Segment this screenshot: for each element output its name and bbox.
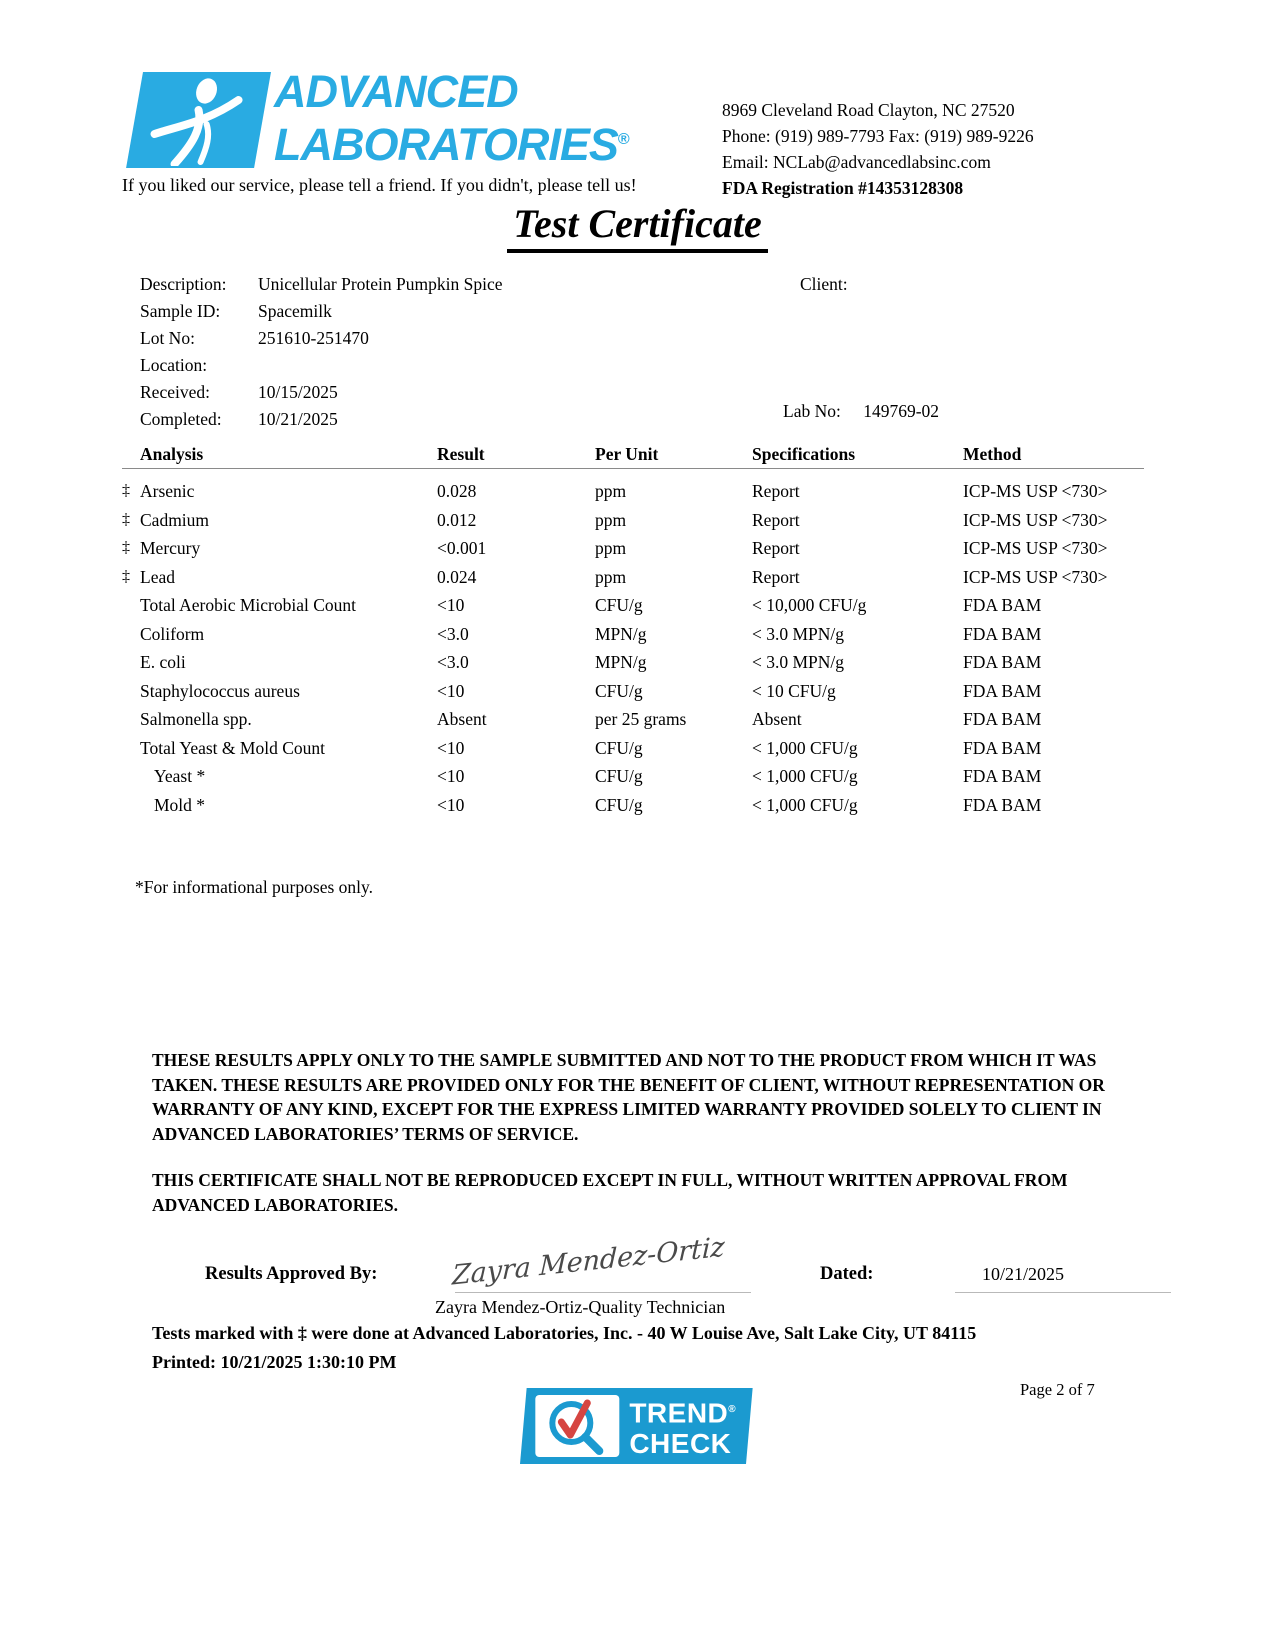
method-cell: ICP-MS USP <730>	[963, 481, 1108, 501]
analysis-cell: Cadmium	[140, 509, 210, 530]
analysis-cell: Staphylococcus aureus	[140, 680, 300, 701]
table-row	[122, 591, 1144, 620]
method-cell: FDA BAM	[963, 652, 1042, 672]
footnote-marker: ‡	[122, 482, 130, 499]
per-unit-cell: CFU/g	[595, 737, 643, 758]
result-cell: 0.028	[437, 481, 477, 501]
footnote-marker	[122, 648, 140, 677]
footnote-marker	[122, 591, 140, 620]
footnote-marker	[122, 705, 140, 734]
client-label: Client:	[800, 274, 848, 294]
analysis-cell: Coliform	[140, 623, 205, 644]
dated-value: 10/21/2025	[982, 1264, 1065, 1284]
signature-script-icon	[448, 1224, 768, 1290]
result-cell: <3.0	[437, 623, 469, 644]
dated-label: Dated:	[820, 1264, 874, 1284]
trend-check-badge	[535, 1395, 619, 1457]
trend-check-inner	[523, 1388, 749, 1464]
specifications-cell: Report	[752, 509, 800, 530]
signature	[448, 1224, 768, 1290]
analysis-cell: Yeast *	[154, 766, 206, 786]
analysis-cell: E. coli	[140, 652, 186, 672]
table-row	[122, 506, 1144, 535]
analysis-cell: Mold *	[154, 794, 206, 815]
company-name-line2: LABORATORIES®	[274, 119, 630, 170]
lab-no-label: Lab No:	[783, 401, 841, 421]
lot-no-row	[140, 325, 502, 352]
result-cell: <10	[437, 737, 465, 758]
method-cell: FDA BAM	[963, 737, 1042, 758]
client-row	[800, 271, 848, 298]
result-cell: <10	[437, 680, 465, 701]
magnifier-check-icon	[535, 1395, 619, 1457]
fda-registration: FDA Registration #14353128308	[722, 178, 964, 198]
footnote-marker	[122, 734, 140, 763]
method-cell: FDA BAM	[963, 766, 1042, 786]
received-row	[140, 379, 502, 406]
result-cell: <10	[437, 766, 465, 786]
trend-registered-mark: ®	[728, 1404, 737, 1415]
sample-id-row	[140, 298, 502, 325]
method-cell: FDA BAM	[963, 794, 1042, 815]
per-unit-cell: CFU/g	[595, 595, 643, 615]
per-unit-cell: MPN/g	[595, 623, 647, 644]
specifications-cell: Report	[752, 538, 800, 558]
table-row	[122, 734, 1144, 763]
location-label: Location:	[140, 355, 208, 375]
per-unit-cell: ppm	[595, 481, 627, 501]
sample-id-label: Sample ID:	[140, 301, 221, 321]
description-value: Unicellular Protein Pumpkin Spice	[258, 274, 503, 294]
specifications-cell: Report	[752, 481, 800, 501]
per-unit-header: Per Unit	[595, 444, 659, 464]
result-cell: <10	[437, 794, 465, 815]
table-footnote: *For informational purposes only.	[135, 877, 374, 897]
specifications-cell: < 3.0 MPN/g	[752, 623, 845, 644]
description-label: Description:	[140, 274, 227, 294]
results-table-body	[122, 469, 1144, 819]
footnote-marker: ‡	[122, 539, 130, 556]
date-line	[955, 1292, 1171, 1293]
table-row	[122, 563, 1144, 592]
trend-check-logo	[520, 1388, 753, 1464]
result-cell: 0.012	[437, 509, 477, 530]
disclaimer-block	[152, 1048, 1144, 1217]
result-cell: 0.024	[437, 566, 477, 587]
results-approved-by-label: Results Approved By:	[205, 1264, 378, 1284]
printed-timestamp: Printed: 10/21/2025 1:30:10 PM	[152, 1352, 397, 1372]
specifications-cell: < 10,000 CFU/g	[752, 595, 867, 615]
advanced-laboratories-logo-icon	[126, 72, 271, 168]
footnote-marker: ‡	[122, 510, 130, 528]
per-unit-cell: per 25 grams	[595, 709, 687, 729]
lab-phone-fax: Phone: (919) 989-7793 Fax: (919) 989-9226	[722, 126, 1034, 146]
registered-trademark: ®	[617, 131, 630, 148]
completed-row	[140, 406, 502, 433]
signatory-title: Zayra Mendez-Ortiz-Quality Technician	[435, 1297, 726, 1317]
method-cell: ICP-MS USP <730>	[963, 566, 1108, 587]
tests-marked-note: Tests marked with ‡ were done at Advanced Laboratories, Inc. - 40 W Louise Ave, Salt Lake City, UT 84115	[152, 1323, 977, 1343]
per-unit-cell: ppm	[595, 538, 627, 558]
received-value: 10/15/2025	[258, 382, 338, 402]
analysis-cell: Salmonella spp.	[140, 709, 252, 729]
lot-no-value: 251610-251470	[258, 328, 369, 348]
analysis-cell: Arsenic	[140, 481, 195, 501]
analysis-header: Analysis	[140, 444, 204, 464]
disclaimer-paragraph-2: THIS CERTIFICATE SHALL NOT BE REPRODUCED EXCEPT IN FULL, WITHOUT WRITTEN APPROVAL FROM ADVANCED LABORATORIES.	[152, 1170, 1068, 1215]
table-row	[122, 762, 1144, 791]
table-row	[122, 677, 1144, 706]
method-cell: ICP-MS USP <730>	[963, 538, 1108, 558]
table-row	[122, 477, 1144, 506]
method-cell: ICP-MS USP <730>	[963, 509, 1108, 530]
per-unit-cell: CFU/g	[595, 766, 643, 786]
results-table-header	[122, 443, 1144, 469]
method-cell: FDA BAM	[963, 680, 1042, 701]
company-name-line1: ADVANCED	[274, 66, 518, 117]
company-wordmark	[274, 68, 630, 169]
specifications-cell: < 1,000 CFU/g	[752, 794, 858, 815]
completed-label: Completed:	[140, 409, 222, 429]
result-cell: <3.0	[437, 652, 469, 672]
trend-check-wordmark	[629, 1394, 736, 1459]
lot-no-label: Lot No:	[140, 328, 195, 348]
specifications-cell: < 1,000 CFU/g	[752, 737, 858, 758]
lab-no-row	[783, 398, 939, 425]
method-header: Method	[963, 444, 1022, 464]
table-row	[122, 648, 1144, 677]
signature-text: Zayra Mendez-Ortiz	[451, 1231, 726, 1290]
analysis-cell: Lead	[140, 566, 175, 587]
lab-address: 8969 Cleveland Road Clayton, NC 27520	[722, 100, 1015, 120]
per-unit-cell: MPN/g	[595, 652, 647, 672]
specifications-cell: < 3.0 MPN/g	[752, 652, 845, 672]
footnote-marker	[122, 620, 140, 649]
footnote-marker	[122, 791, 140, 820]
received-label: Received:	[140, 382, 210, 402]
page-title: Test Certificate	[507, 200, 767, 253]
specifications-cell: < 10 CFU/g	[752, 680, 836, 701]
result-cell: <10	[437, 595, 465, 615]
result-cell: <0.001	[437, 538, 487, 558]
table-row	[122, 705, 1144, 734]
disclaimer-paragraph-1: THESE RESULTS APPLY ONLY TO THE SAMPLE SUBMITTED AND NOT TO THE PRODUCT FROM WHICH IT WAS TAKEN. THESE RESULTS ARE PROVIDED ONLY FOR THE BENEFIT OF CLIENT, WITHOUT REPRESENTATION OR WARRANTY OF ANY KIND, EXCEPT FOR THE EXPRESS LIMITED WARRANTY PROVIDED SOLELY TO CLIENT IN ADVANCED LABORATORIES’ TERMS OF SERVICE.	[152, 1050, 1105, 1144]
description-row	[140, 271, 502, 298]
signature-line	[455, 1292, 751, 1293]
table-row	[122, 620, 1144, 649]
lab-contact-block	[722, 97, 1034, 201]
specifications-cell: < 1,000 CFU/g	[752, 766, 858, 786]
title-wrap	[0, 200, 1275, 253]
result-cell: Absent	[437, 709, 487, 729]
marker-header	[122, 443, 140, 468]
location-row	[140, 352, 502, 379]
specifications-cell: Report	[752, 566, 800, 587]
person-figure-icon	[141, 74, 257, 166]
specifications-header: Specifications	[752, 444, 856, 464]
trend-line: TREND®	[629, 1397, 737, 1429]
check-line: CHECK	[629, 1428, 732, 1460]
method-cell: FDA BAM	[963, 623, 1042, 644]
page-number: Page 2 of 7	[1020, 1380, 1095, 1399]
analysis-cell: Mercury	[140, 538, 201, 558]
lab-no-value: 149769-02	[863, 401, 940, 421]
completed-value: 10/21/2025	[258, 409, 338, 429]
footnote-marker	[122, 677, 140, 706]
analysis-cell: Total Yeast & Mold Count	[140, 737, 325, 758]
result-header: Result	[437, 444, 485, 464]
service-tagline: If you liked our service, please tell a friend. If you didn't, please tell us!	[122, 175, 637, 195]
per-unit-cell: CFU/g	[595, 794, 643, 815]
specifications-cell: Absent	[752, 709, 802, 729]
per-unit-cell: ppm	[595, 566, 627, 587]
sample-id-value: Spacemilk	[258, 301, 332, 321]
sample-info-block	[140, 271, 502, 433]
table-row	[122, 534, 1144, 563]
analysis-cell: Total Aerobic Microbial Count	[140, 595, 357, 615]
table-row	[122, 791, 1144, 820]
method-cell: FDA BAM	[963, 709, 1042, 729]
footnote-marker: ‡	[122, 567, 130, 585]
footnote-marker	[122, 762, 140, 791]
per-unit-cell: ppm	[595, 509, 627, 530]
lab-email: Email: NCLab@advancedlabsinc.com	[722, 152, 991, 172]
method-cell: FDA BAM	[963, 595, 1042, 615]
results-table	[122, 443, 1144, 819]
per-unit-cell: CFU/g	[595, 680, 643, 701]
